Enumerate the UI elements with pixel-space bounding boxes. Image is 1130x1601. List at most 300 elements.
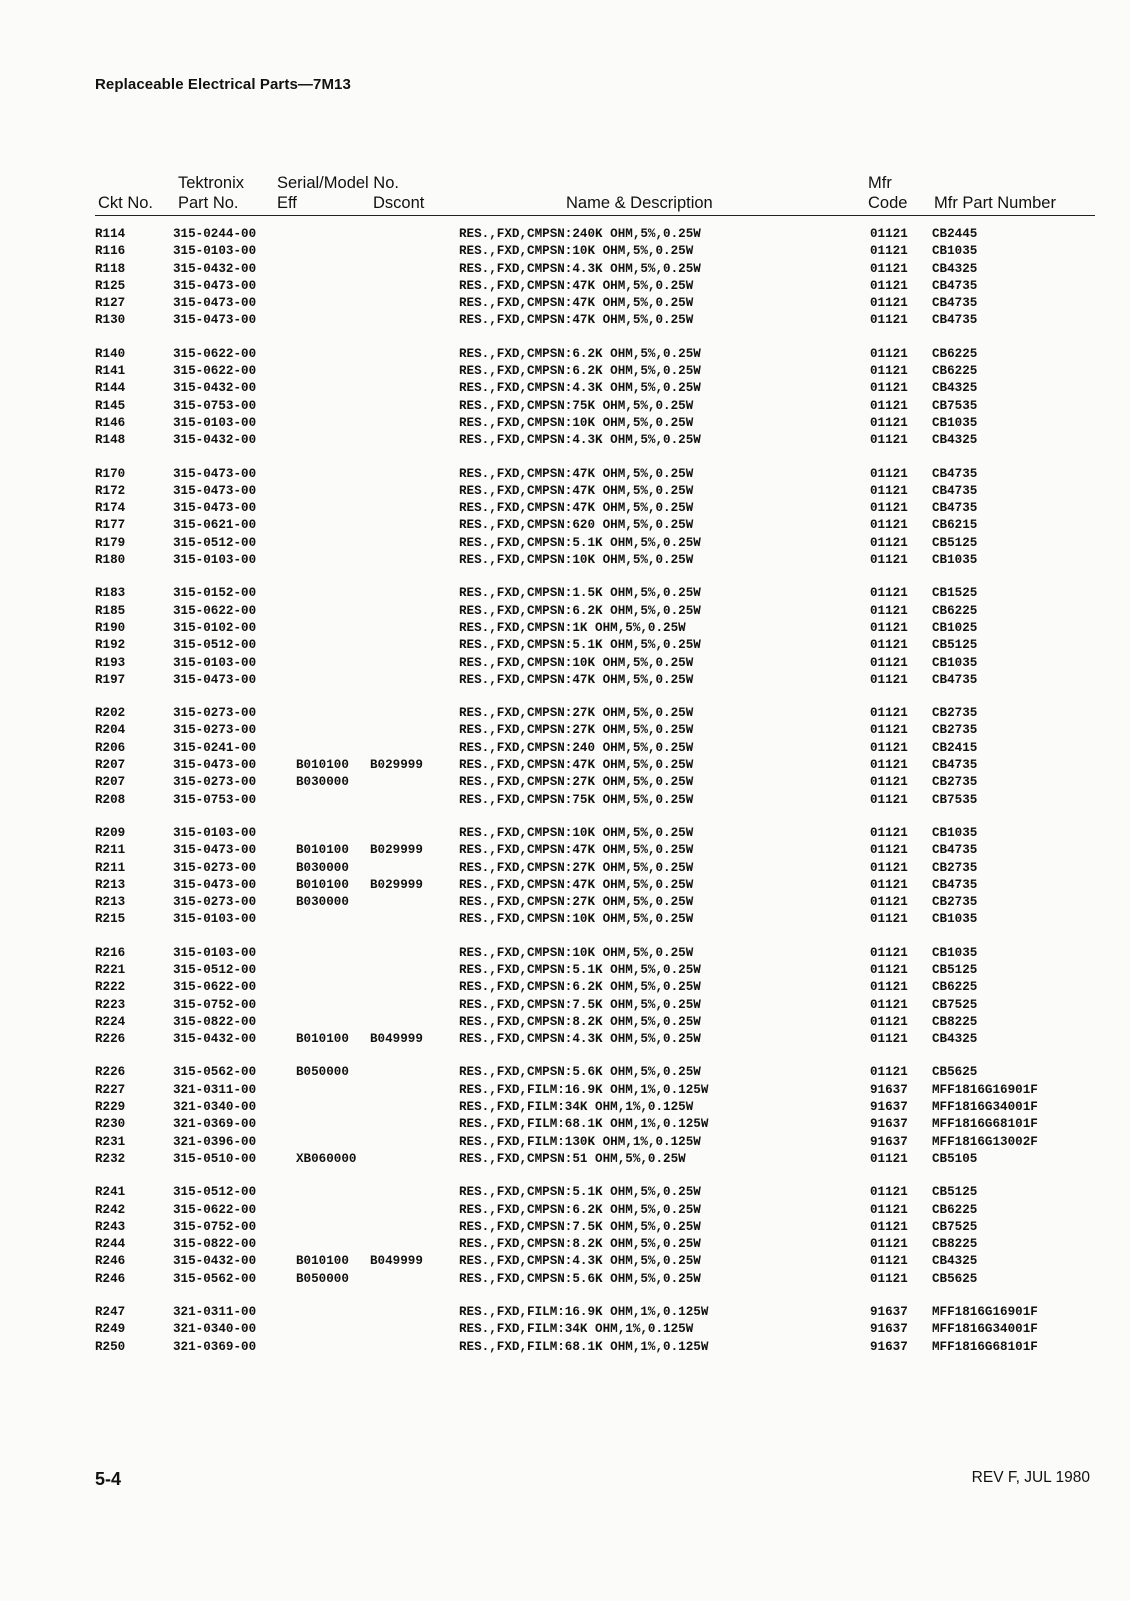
- part-no: 315-0473-00: [173, 877, 257, 892]
- table-row: [0, 842, 1130, 859]
- ckt-no: R223: [95, 997, 126, 1012]
- ckt-no: R206: [95, 740, 126, 755]
- part-no: 315-0103-00: [173, 415, 257, 430]
- ckt-no: R177: [95, 518, 126, 533]
- part-no: 315-0752-00: [173, 1219, 257, 1234]
- table-row: [0, 603, 1130, 620]
- mfr-code: 01121: [870, 1219, 908, 1234]
- part-no: 315-0473-00: [173, 483, 257, 498]
- mfr-code: 01121: [870, 244, 908, 259]
- table-row: [0, 825, 1130, 842]
- description: RES.,FXD,CMPSN:240K OHM,5%,0.25W: [459, 227, 701, 241]
- mfr-part-number: CB4735: [932, 877, 978, 892]
- ckt-no: R118: [95, 261, 126, 276]
- mfr-part-number: CB2735: [932, 860, 978, 875]
- mfr-code: 91637: [870, 1117, 908, 1132]
- mfr-part-number: CB2735: [932, 706, 978, 721]
- table-row: [0, 346, 1130, 363]
- part-no: 315-0103-00: [173, 825, 257, 840]
- mfr-part-number: CB5125: [932, 1185, 978, 1200]
- part-no: 315-0562-00: [173, 1065, 257, 1080]
- mfr-part-number: CB7535: [932, 398, 978, 413]
- mfr-part-number: CB2735: [932, 895, 978, 910]
- ckt-no: R202: [95, 706, 126, 721]
- description: RES.,FXD,CMPSN:4.3K OHM,5%,0.25W: [459, 381, 701, 396]
- row-group: [0, 1064, 1130, 1168]
- part-no: 315-0473-00: [173, 278, 257, 293]
- mfr-part-number: CB8225: [932, 1014, 978, 1029]
- part-no: 315-0512-00: [173, 638, 257, 653]
- table-row: [0, 979, 1130, 996]
- mfr-code: 01121: [870, 1254, 908, 1269]
- serial-eff: B010100: [296, 1254, 349, 1269]
- table-row: [0, 877, 1130, 894]
- parts-list: [0, 226, 1130, 1372]
- ckt-no: R141: [95, 364, 126, 379]
- table-row: [0, 585, 1130, 602]
- mfr-code: 01121: [870, 518, 908, 533]
- mfr-code: 91637: [870, 1305, 908, 1320]
- mfr-code: 01121: [870, 346, 908, 361]
- mfr-part-number: CB5625: [932, 1271, 978, 1286]
- ckt-no: R211: [95, 843, 126, 858]
- description: RES.,FXD,CMPSN:620 OHM,5%,0.25W: [459, 518, 694, 533]
- row-group: [0, 466, 1130, 570]
- description: RES.,FXD,CMPSN:10K OHM,5%,0.25W: [459, 415, 694, 430]
- mfr-part-number: CB6225: [932, 364, 978, 379]
- ckt-no: R232: [95, 1151, 126, 1166]
- part-no: 315-0244-00: [173, 227, 257, 241]
- part-no: 315-0622-00: [173, 346, 257, 361]
- table-row: [0, 278, 1130, 295]
- part-no: 315-0512-00: [173, 962, 257, 977]
- serial-dscont: B029999: [370, 877, 423, 892]
- description: RES.,FXD,CMPSN:1.5K OHM,5%,0.25W: [459, 586, 701, 601]
- row-group: [0, 945, 1130, 1049]
- ckt-no: R170: [95, 466, 126, 481]
- part-no: 315-0473-00: [173, 313, 257, 328]
- table-row: [0, 517, 1130, 534]
- table-row: [0, 1184, 1130, 1201]
- mfr-part-number: CB5125: [932, 638, 978, 653]
- ckt-no: R243: [95, 1219, 126, 1234]
- description: RES.,FXD,CMPSN:4.3K OHM,5%,0.25W: [459, 1032, 701, 1047]
- table-row: [0, 295, 1130, 312]
- description: RES.,FXD,FILM:34K OHM,1%,0.125W: [459, 1322, 694, 1337]
- ckt-no: R241: [95, 1185, 126, 1200]
- mfr-part-number: CB6225: [932, 1202, 978, 1217]
- mfr-code: 01121: [870, 895, 908, 910]
- col-mfr: Mfr: [868, 174, 892, 192]
- description: RES.,FXD,FILM:16.9K OHM,1%,0.125W: [459, 1305, 709, 1320]
- part-no: 315-0241-00: [173, 740, 257, 755]
- part-no: 315-0622-00: [173, 603, 257, 618]
- table-row: [0, 552, 1130, 569]
- description: RES.,FXD,CMPSN:47K OHM,5%,0.25W: [459, 758, 694, 773]
- mfr-code: 01121: [870, 825, 908, 840]
- mfr-code: 91637: [870, 1100, 908, 1115]
- part-no: 315-0473-00: [173, 466, 257, 481]
- description: RES.,FXD,CMPSN:10K OHM,5%,0.25W: [459, 825, 694, 840]
- mfr-part-number: MFF1816G68101F: [932, 1117, 1038, 1132]
- ckt-no: R116: [95, 244, 126, 259]
- description: RES.,FXD,CMPSN:6.2K OHM,5%,0.25W: [459, 603, 701, 618]
- part-no: 315-0512-00: [173, 1185, 257, 1200]
- col-serial-model: Serial/Model No.: [277, 174, 399, 192]
- table-row: [0, 398, 1130, 415]
- serial-eff: B030000: [296, 860, 349, 875]
- description: RES.,FXD,CMPSN:27K OHM,5%,0.25W: [459, 775, 694, 790]
- part-no: 315-0822-00: [173, 1237, 257, 1252]
- table-row: [0, 1236, 1130, 1253]
- mfr-part-number: CB4325: [932, 381, 978, 396]
- mfr-part-number: CB2445: [932, 227, 978, 241]
- part-no: 315-0152-00: [173, 586, 257, 601]
- description: RES.,FXD,CMPSN:6.2K OHM,5%,0.25W: [459, 346, 701, 361]
- mfr-code: 01121: [870, 723, 908, 738]
- revision-date: REV F, JUL 1980: [971, 1469, 1090, 1486]
- ckt-no: R211: [95, 860, 126, 875]
- description: RES.,FXD,CMPSN:4.3K OHM,5%,0.25W: [459, 261, 701, 276]
- mfr-code: 01121: [870, 655, 908, 670]
- table-row: [0, 500, 1130, 517]
- part-no: 315-0622-00: [173, 980, 257, 995]
- description: RES.,FXD,CMPSN:27K OHM,5%,0.25W: [459, 895, 694, 910]
- table-row: [0, 312, 1130, 329]
- serial-dscont: B029999: [370, 758, 423, 773]
- description: RES.,FXD,CMPSN:47K OHM,5%,0.25W: [459, 466, 694, 481]
- description: RES.,FXD,CMPSN:47K OHM,5%,0.25W: [459, 843, 694, 858]
- mfr-part-number: MFF1816G68101F: [932, 1339, 1038, 1354]
- col-name-description: Name & Description: [566, 194, 713, 212]
- mfr-code: 01121: [870, 706, 908, 721]
- mfr-part-number: CB1035: [932, 244, 978, 259]
- table-row: [0, 860, 1130, 877]
- description: RES.,FXD,CMPSN:8.2K OHM,5%,0.25W: [459, 1237, 701, 1252]
- mfr-code: 01121: [870, 553, 908, 568]
- mfr-code: 01121: [870, 758, 908, 773]
- table-row: [0, 740, 1130, 757]
- ckt-no: R224: [95, 1014, 126, 1029]
- ckt-no: R208: [95, 792, 126, 807]
- serial-eff: B050000: [296, 1065, 349, 1080]
- ckt-no: R213: [95, 895, 126, 910]
- mfr-code: 01121: [870, 962, 908, 977]
- description: RES.,FXD,CMPSN:27K OHM,5%,0.25W: [459, 723, 694, 738]
- part-no: 315-0432-00: [173, 381, 257, 396]
- row-group: [0, 1304, 1130, 1356]
- part-no: 315-0621-00: [173, 518, 257, 533]
- part-no: 321-0369-00: [173, 1339, 257, 1354]
- mfr-code: 01121: [870, 296, 908, 311]
- description: RES.,FXD,CMPSN:10K OHM,5%,0.25W: [459, 912, 694, 927]
- mfr-code: 01121: [870, 620, 908, 635]
- part-no: 315-0753-00: [173, 792, 257, 807]
- mfr-code: 91637: [870, 1322, 908, 1337]
- part-no: 321-0311-00: [173, 1082, 257, 1097]
- table-row: [0, 1271, 1130, 1288]
- description: RES.,FXD,CMPSN:47K OHM,5%,0.25W: [459, 877, 694, 892]
- description: RES.,FXD,CMPSN:5.1K OHM,5%,0.25W: [459, 1185, 701, 1200]
- table-row: [0, 483, 1130, 500]
- mfr-part-number: CB7525: [932, 1219, 978, 1234]
- part-no: 315-0432-00: [173, 1254, 257, 1269]
- part-no: 315-0432-00: [173, 1032, 257, 1047]
- ckt-no: R209: [95, 825, 126, 840]
- ckt-no: R213: [95, 877, 126, 892]
- row-group: [0, 585, 1130, 689]
- part-no: 321-0311-00: [173, 1305, 257, 1320]
- part-no: 315-0753-00: [173, 398, 257, 413]
- ckt-no: R207: [95, 775, 126, 790]
- mfr-part-number: CB4325: [932, 261, 978, 276]
- mfr-code: 01121: [870, 501, 908, 516]
- table-row: [0, 1134, 1130, 1151]
- mfr-code: 01121: [870, 740, 908, 755]
- row-group: [0, 346, 1130, 450]
- mfr-part-number: CB1035: [932, 945, 978, 960]
- description: RES.,FXD,CMPSN:47K OHM,5%,0.25W: [459, 278, 694, 293]
- description: RES.,FXD,CMPSN:10K OHM,5%,0.25W: [459, 553, 694, 568]
- serial-eff: B030000: [296, 895, 349, 910]
- part-no: 315-0510-00: [173, 1151, 257, 1166]
- table-row: [0, 945, 1130, 962]
- mfr-part-number: CB4735: [932, 313, 978, 328]
- mfr-part-number: MFF1816G34001F: [932, 1322, 1038, 1337]
- description: RES.,FXD,CMPSN:240 OHM,5%,0.25W: [459, 740, 694, 755]
- mfr-part-number: CB4735: [932, 466, 978, 481]
- mfr-code: 01121: [870, 227, 908, 241]
- mfr-code: 01121: [870, 638, 908, 653]
- part-no: 315-0103-00: [173, 553, 257, 568]
- part-no: 315-0273-00: [173, 723, 257, 738]
- ckt-no: R197: [95, 672, 126, 687]
- mfr-part-number: MFF1816G16901F: [932, 1082, 1038, 1097]
- mfr-part-number: MFF1816G13002F: [932, 1134, 1038, 1149]
- mfr-code: 01121: [870, 398, 908, 413]
- part-no: 315-0103-00: [173, 945, 257, 960]
- table-row: [0, 1082, 1130, 1099]
- part-no: 315-0273-00: [173, 895, 257, 910]
- ckt-no: R250: [95, 1339, 126, 1354]
- col-ckt-no: Ckt No.: [98, 194, 154, 212]
- mfr-part-number: CB4325: [932, 1254, 978, 1269]
- table-row: [0, 1151, 1130, 1168]
- mfr-code: 01121: [870, 466, 908, 481]
- col-part-no: Part No.: [178, 194, 239, 212]
- table-row: [0, 1304, 1130, 1321]
- table-row: [0, 962, 1130, 979]
- row-group: [0, 1184, 1130, 1288]
- serial-dscont: B049999: [370, 1254, 423, 1269]
- description: RES.,FXD,FILM:34K OHM,1%,0.125W: [459, 1100, 694, 1115]
- mfr-code: 01121: [870, 1151, 908, 1166]
- table-row: [0, 637, 1130, 654]
- mfr-code: 01121: [870, 1185, 908, 1200]
- mfr-code: 01121: [870, 433, 908, 448]
- description: RES.,FXD,CMPSN:6.2K OHM,5%,0.25W: [459, 364, 701, 379]
- ckt-no: R207: [95, 758, 126, 773]
- part-no: 315-0473-00: [173, 296, 257, 311]
- mfr-code: 01121: [870, 535, 908, 550]
- mfr-part-number: CB5125: [932, 962, 978, 977]
- mfr-part-number: CB1035: [932, 553, 978, 568]
- serial-eff: B010100: [296, 877, 349, 892]
- part-no: 315-0562-00: [173, 1271, 257, 1286]
- ckt-no: R148: [95, 433, 126, 448]
- header-rule: [95, 215, 1095, 216]
- table-row: [0, 466, 1130, 483]
- mfr-part-number: CB1035: [932, 415, 978, 430]
- table-row: [0, 226, 1130, 243]
- part-no: 315-0273-00: [173, 706, 257, 721]
- ckt-no: R192: [95, 638, 126, 653]
- part-no: 315-0473-00: [173, 758, 257, 773]
- table-row: [0, 1014, 1130, 1031]
- table-row: [0, 1202, 1130, 1219]
- col-tektronix: Tektronix: [178, 174, 245, 192]
- table-row: [0, 672, 1130, 689]
- part-no: 315-0752-00: [173, 997, 257, 1012]
- ckt-no: R246: [95, 1271, 126, 1286]
- part-no: 315-0512-00: [173, 535, 257, 550]
- ckt-no: R185: [95, 603, 126, 618]
- part-no: 321-0369-00: [173, 1117, 257, 1132]
- mfr-code: 01121: [870, 997, 908, 1012]
- mfr-code: 01121: [870, 1065, 908, 1080]
- ckt-no: R130: [95, 313, 126, 328]
- col-dscont: Dscont: [373, 194, 425, 212]
- part-no: 315-0103-00: [173, 912, 257, 927]
- part-no: 315-0432-00: [173, 261, 257, 276]
- table-row: [0, 535, 1130, 552]
- ckt-no: R249: [95, 1322, 126, 1337]
- description: RES.,FXD,CMPSN:51 OHM,5%,0.25W: [459, 1151, 686, 1166]
- ckt-no: R244: [95, 1237, 126, 1252]
- row-group: [0, 825, 1130, 929]
- table-row: [0, 1219, 1130, 1236]
- page-number: 5-4: [95, 1469, 122, 1489]
- serial-eff: B010100: [296, 1032, 349, 1047]
- mfr-part-number: CB5125: [932, 535, 978, 550]
- table-row: [0, 705, 1130, 722]
- mfr-code: 01121: [870, 278, 908, 293]
- ckt-no: R114: [95, 227, 126, 241]
- mfr-code: 01121: [870, 775, 908, 790]
- mfr-code: 01121: [870, 1271, 908, 1286]
- description: RES.,FXD,CMPSN:47K OHM,5%,0.25W: [459, 501, 694, 516]
- mfr-part-number: CB1525: [932, 586, 978, 601]
- mfr-part-number: CB4735: [932, 758, 978, 773]
- ckt-no: R231: [95, 1134, 126, 1149]
- mfr-part-number: CB7535: [932, 792, 978, 807]
- mfr-part-number: CB5105: [932, 1151, 978, 1166]
- ckt-no: R247: [95, 1305, 126, 1320]
- part-no: 315-0102-00: [173, 620, 257, 635]
- description: RES.,FXD,CMPSN:5.1K OHM,5%,0.25W: [459, 638, 701, 653]
- mfr-code: 01121: [870, 860, 908, 875]
- serial-dscont: B049999: [370, 1032, 423, 1047]
- description: RES.,FXD,CMPSN:10K OHM,5%,0.25W: [459, 244, 694, 259]
- description: RES.,FXD,CMPSN:7.5K OHM,5%,0.25W: [459, 1219, 701, 1234]
- mfr-part-number: CB7525: [932, 997, 978, 1012]
- col-eff: Eff: [277, 194, 297, 212]
- ckt-no: R204: [95, 723, 126, 738]
- part-no: 321-0340-00: [173, 1100, 257, 1115]
- table-row: [0, 655, 1130, 672]
- mfr-part-number: CB1035: [932, 655, 978, 670]
- description: RES.,FXD,FILM:68.1K OHM,1%,0.125W: [459, 1117, 709, 1132]
- ckt-no: R144: [95, 381, 126, 396]
- table-row: [0, 1116, 1130, 1133]
- serial-dscont: B029999: [370, 843, 423, 858]
- ckt-no: R246: [95, 1254, 126, 1269]
- ckt-no: R127: [95, 296, 126, 311]
- part-no: 315-0822-00: [173, 1014, 257, 1029]
- description: RES.,FXD,CMPSN:4.3K OHM,5%,0.25W: [459, 433, 701, 448]
- mfr-part-number: CB4735: [932, 843, 978, 858]
- part-no: 315-0103-00: [173, 244, 257, 259]
- ckt-no: R145: [95, 398, 126, 413]
- mfr-part-number: CB4735: [932, 672, 978, 687]
- ckt-no: R229: [95, 1100, 126, 1115]
- mfr-part-number: MFF1816G16901F: [932, 1305, 1038, 1320]
- mfr-code: 01121: [870, 1014, 908, 1029]
- part-no: 315-0622-00: [173, 1202, 257, 1217]
- part-no: 315-0273-00: [173, 775, 257, 790]
- table-row: [0, 722, 1130, 739]
- part-no: 315-0103-00: [173, 655, 257, 670]
- ckt-no: R190: [95, 620, 126, 635]
- part-no: 315-0622-00: [173, 364, 257, 379]
- serial-eff: XB060000: [296, 1151, 357, 1166]
- description: RES.,FXD,CMPSN:5.1K OHM,5%,0.25W: [459, 535, 701, 550]
- description: RES.,FXD,FILM:130K OHM,1%,0.125W: [459, 1134, 701, 1149]
- table-row: [0, 894, 1130, 911]
- mfr-code: 01121: [870, 381, 908, 396]
- mfr-part-number: CB1025: [932, 620, 978, 635]
- mfr-part-number: CB4735: [932, 296, 978, 311]
- table-row: [0, 261, 1130, 278]
- description: RES.,FXD,CMPSN:47K OHM,5%,0.25W: [459, 296, 694, 311]
- table-row: [0, 620, 1130, 637]
- mfr-part-number: CB1035: [932, 825, 978, 840]
- table-row: [0, 1064, 1130, 1081]
- description: RES.,FXD,CMPSN:7.5K OHM,5%,0.25W: [459, 997, 701, 1012]
- mfr-part-number: CB4735: [932, 483, 978, 498]
- mfr-code: 91637: [870, 1134, 908, 1149]
- mfr-part-number: CB8225: [932, 1237, 978, 1252]
- mfr-code: 01121: [870, 313, 908, 328]
- part-no: 321-0340-00: [173, 1322, 257, 1337]
- mfr-code: 01121: [870, 980, 908, 995]
- ckt-no: R222: [95, 980, 126, 995]
- ckt-no: R183: [95, 586, 126, 601]
- col-code: Code: [868, 194, 908, 212]
- col-mfr-part-number: Mfr Part Number: [934, 194, 1056, 212]
- mfr-code: 01121: [870, 261, 908, 276]
- mfr-part-number: CB2415: [932, 740, 978, 755]
- table-row: [0, 1339, 1130, 1356]
- row-group: [0, 705, 1130, 809]
- description: RES.,FXD,CMPSN:47K OHM,5%,0.25W: [459, 483, 694, 498]
- part-no: 315-0473-00: [173, 672, 257, 687]
- mfr-code: 01121: [870, 792, 908, 807]
- description: RES.,FXD,CMPSN:6.2K OHM,5%,0.25W: [459, 980, 701, 995]
- table-row: [0, 415, 1130, 432]
- description: RES.,FXD,CMPSN:75K OHM,5%,0.25W: [459, 398, 694, 413]
- part-no: 315-0473-00: [173, 843, 257, 858]
